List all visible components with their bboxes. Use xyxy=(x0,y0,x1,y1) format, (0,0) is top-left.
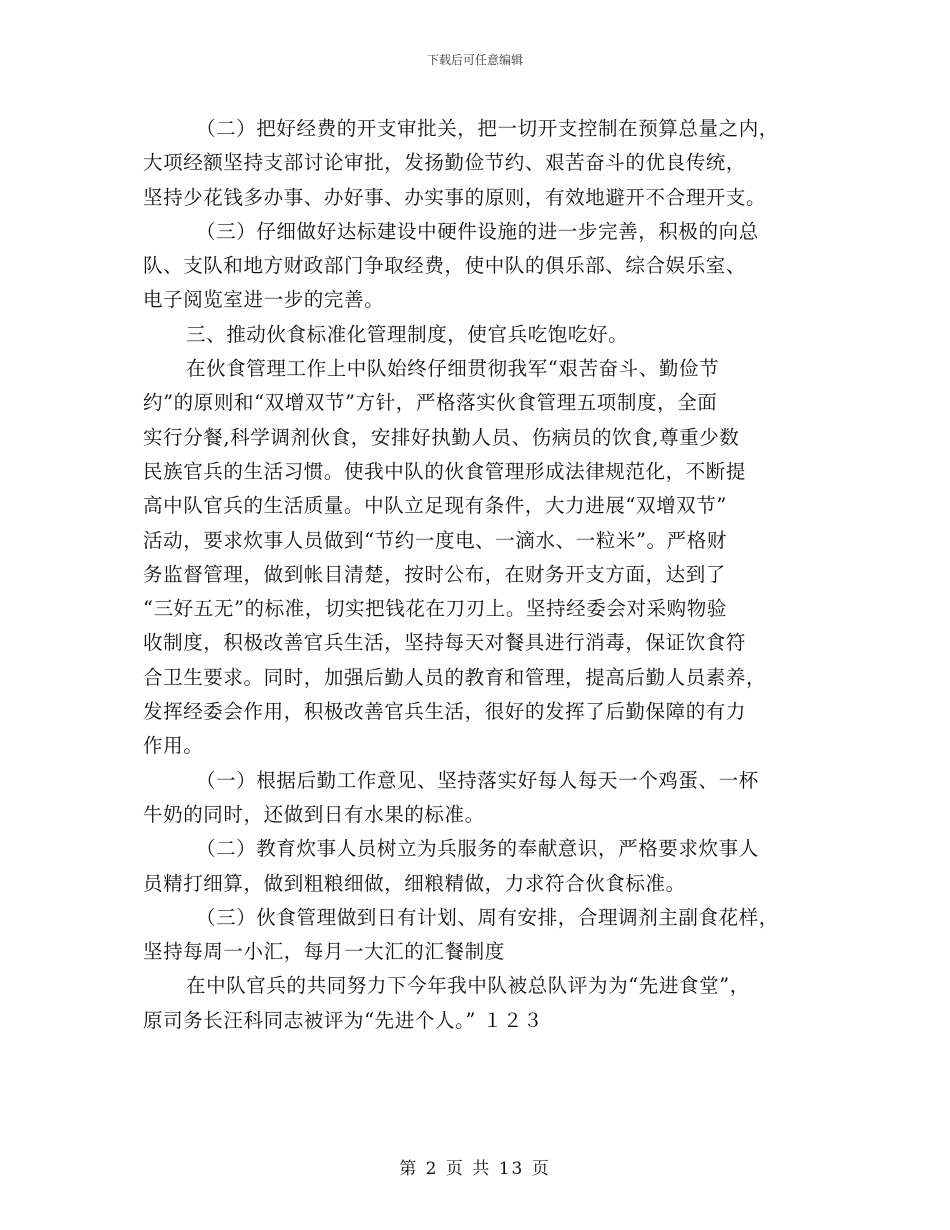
paragraph-line: 实行分餐,科学调剂伙食，安排好执勤人员、伤病员的饮食,尊重少数 xyxy=(143,425,740,449)
paragraph-line: （三）伙食管理做到日有计划、周有安排，合理调剂主副食花样， xyxy=(196,905,779,929)
paragraph-line: （二）教育炊事人员树立为兵服务的奉献意识，严格要求炊事人 xyxy=(196,837,759,861)
paragraph-line: 务监督管理，做到帐目清楚，按时公布，在财务开支方面，达到了 xyxy=(143,562,726,586)
document-body xyxy=(143,112,811,1038)
paragraph-line: 在中队官兵的共同努力下今年我中队被总队评为为“先进食堂”， xyxy=(186,974,750,998)
paragraph-line: 三、推动伙食标准化管理制度，使官兵吃饱吃好。 xyxy=(186,322,629,346)
page-number-footer: 第 2 页 共 13 页 xyxy=(399,1159,551,1179)
paragraph-line: （一）根据后勤工作意见、坚持落实好每人每天一个鸡蛋、一杯 xyxy=(196,768,759,792)
paragraph-line: 原司务长汪科同志被评为“先进个人。” １２３ xyxy=(143,1008,544,1032)
paragraph-line: （二）把好经费的开支审批关，把一切开支控制在预算总量之内， xyxy=(196,117,779,140)
paragraph-line: 在伙食管理工作上中队始终仔细贯彻我军“艰苦奋斗、勤俭节 xyxy=(186,357,720,381)
paragraph-line: 民族官兵的生活习惯。使我中队的伙食管理形成法律规范化，不断提 xyxy=(143,459,747,483)
page-header-note: 下载后可任意编辑 xyxy=(426,53,523,67)
paragraph-line: 高中队官兵的生活质量。中队立足现有条件，大力进展“双增双节” xyxy=(143,494,727,518)
paragraph-line: 收制度，积极改善官兵生活，坚持每天对餐具进行消毒，保证饮食符 xyxy=(143,631,747,655)
paragraph-line: 坚持少花钱多办事、办好事、办实事的原则，有效地避开不合理开支。 xyxy=(143,185,767,209)
paragraph-line: 大项经额坚持支部讨论审批，发扬勤俭节约、艰苦奋斗的优良传统， xyxy=(143,151,747,175)
paragraph-line: 活动，要求炊事人员做到“节约一度电、一滴水、一粒米”。严格财 xyxy=(143,528,727,552)
paragraph-line: 发挥经委会作用，积极改善官兵生活，很好的发挥了后勤保障的有力 xyxy=(143,700,747,724)
paragraph-line: 合卫生要求。同时，加强后勤人员的教育和管理，提高后勤人员素养， xyxy=(143,665,767,689)
paragraph-line: 约”的原则和“双增双节”方针，严格落实伙食管理五项制度，全面 xyxy=(143,391,718,415)
paragraph-line: 坚持每周一小汇，每月一大汇的汇餐制度 xyxy=(143,940,505,964)
paragraph-line: （三）仔细做好达标建设中硬件设施的进一步完善，积极的向总 xyxy=(196,219,759,243)
paragraph-line: 牛奶的同时，还做到日有水果的标准。 xyxy=(143,802,485,826)
paragraph-line: “三好五无”的标准，切实把钱花在刀刃上。坚持经委会对采购物验 xyxy=(143,597,727,621)
paragraph-line: 作用。 xyxy=(143,734,204,758)
paragraph-line: 电子阅览室进一步的完善。 xyxy=(143,288,385,312)
paragraph-line: 员精打细算，做到粗粮细做，细粮精做，力求符合伙食标准。 xyxy=(143,871,686,895)
paragraph-line: 队、支队和地方财政部门争取经费，使中队的俱乐部、综合娱乐室、 xyxy=(143,254,747,278)
